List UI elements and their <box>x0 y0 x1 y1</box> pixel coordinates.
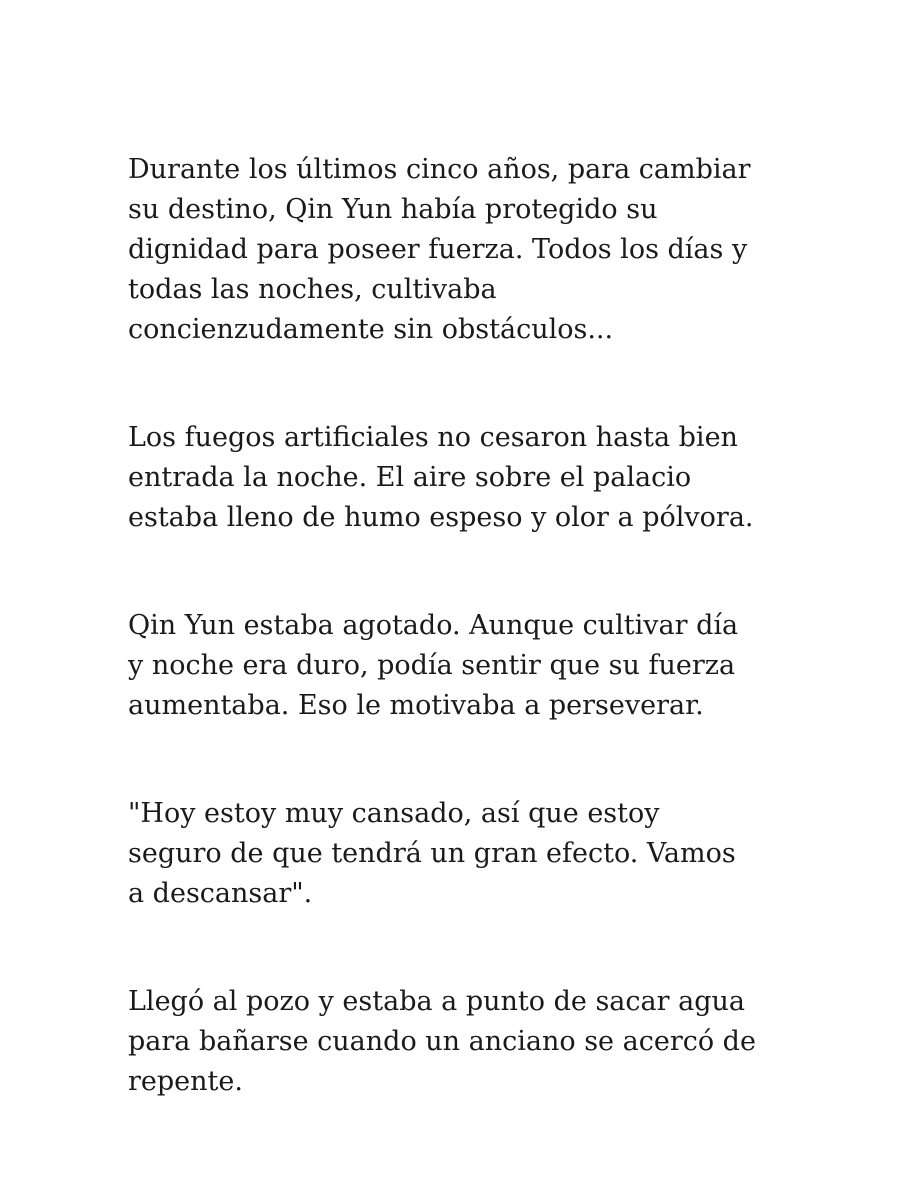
paragraph-5 <box>128 982 788 1102</box>
paragraph-line: estaba lleno de humo espeso y olor a pólvora. <box>128 502 754 533</box>
paragraph-line: repente. <box>128 1066 243 1097</box>
paragraph-line: Llegó al pozo y estaba a punto de sacar agua <box>128 986 745 1017</box>
paragraph-line: Los fuegos artificiales no cesaron hasta bien <box>128 422 738 453</box>
paragraph-line: su destino, Qin Yun había protegido su <box>128 194 658 225</box>
paragraph-line: seguro de que tendrá un gran efecto. Vamos <box>128 838 736 869</box>
paragraph-line: y noche era duro, podía sentir que su fuerza <box>128 650 736 681</box>
paragraph-2 <box>128 418 788 538</box>
paragraph-4 <box>128 794 788 914</box>
paragraph-line: dignidad para poseer fuerza. Todos los días y <box>128 234 748 265</box>
paragraph-1 <box>128 150 788 350</box>
paragraph-line: aumentaba. Eso le motivaba a perseverar. <box>128 690 704 721</box>
paragraph-line: Durante los últimos cinco años, para cambiar <box>128 154 751 185</box>
paragraph-line: a descansar". <box>128 878 313 909</box>
paragraph-line: concienzudamente sin obstáculos... <box>128 314 614 345</box>
paragraph-3 <box>128 606 788 726</box>
paragraph-line: entrada la noche. El aire sobre el palacio <box>128 462 692 493</box>
paragraph-line: "Hoy estoy muy cansado, así que estoy <box>128 798 660 829</box>
paragraph-line: Qin Yun estaba agotado. Aunque cultivar día <box>128 610 739 641</box>
paragraph-line: todas las noches, cultivaba <box>128 274 497 305</box>
paragraph-line: para bañarse cuando un anciano se acercó de <box>128 1026 756 1057</box>
document-page <box>128 150 788 1102</box>
